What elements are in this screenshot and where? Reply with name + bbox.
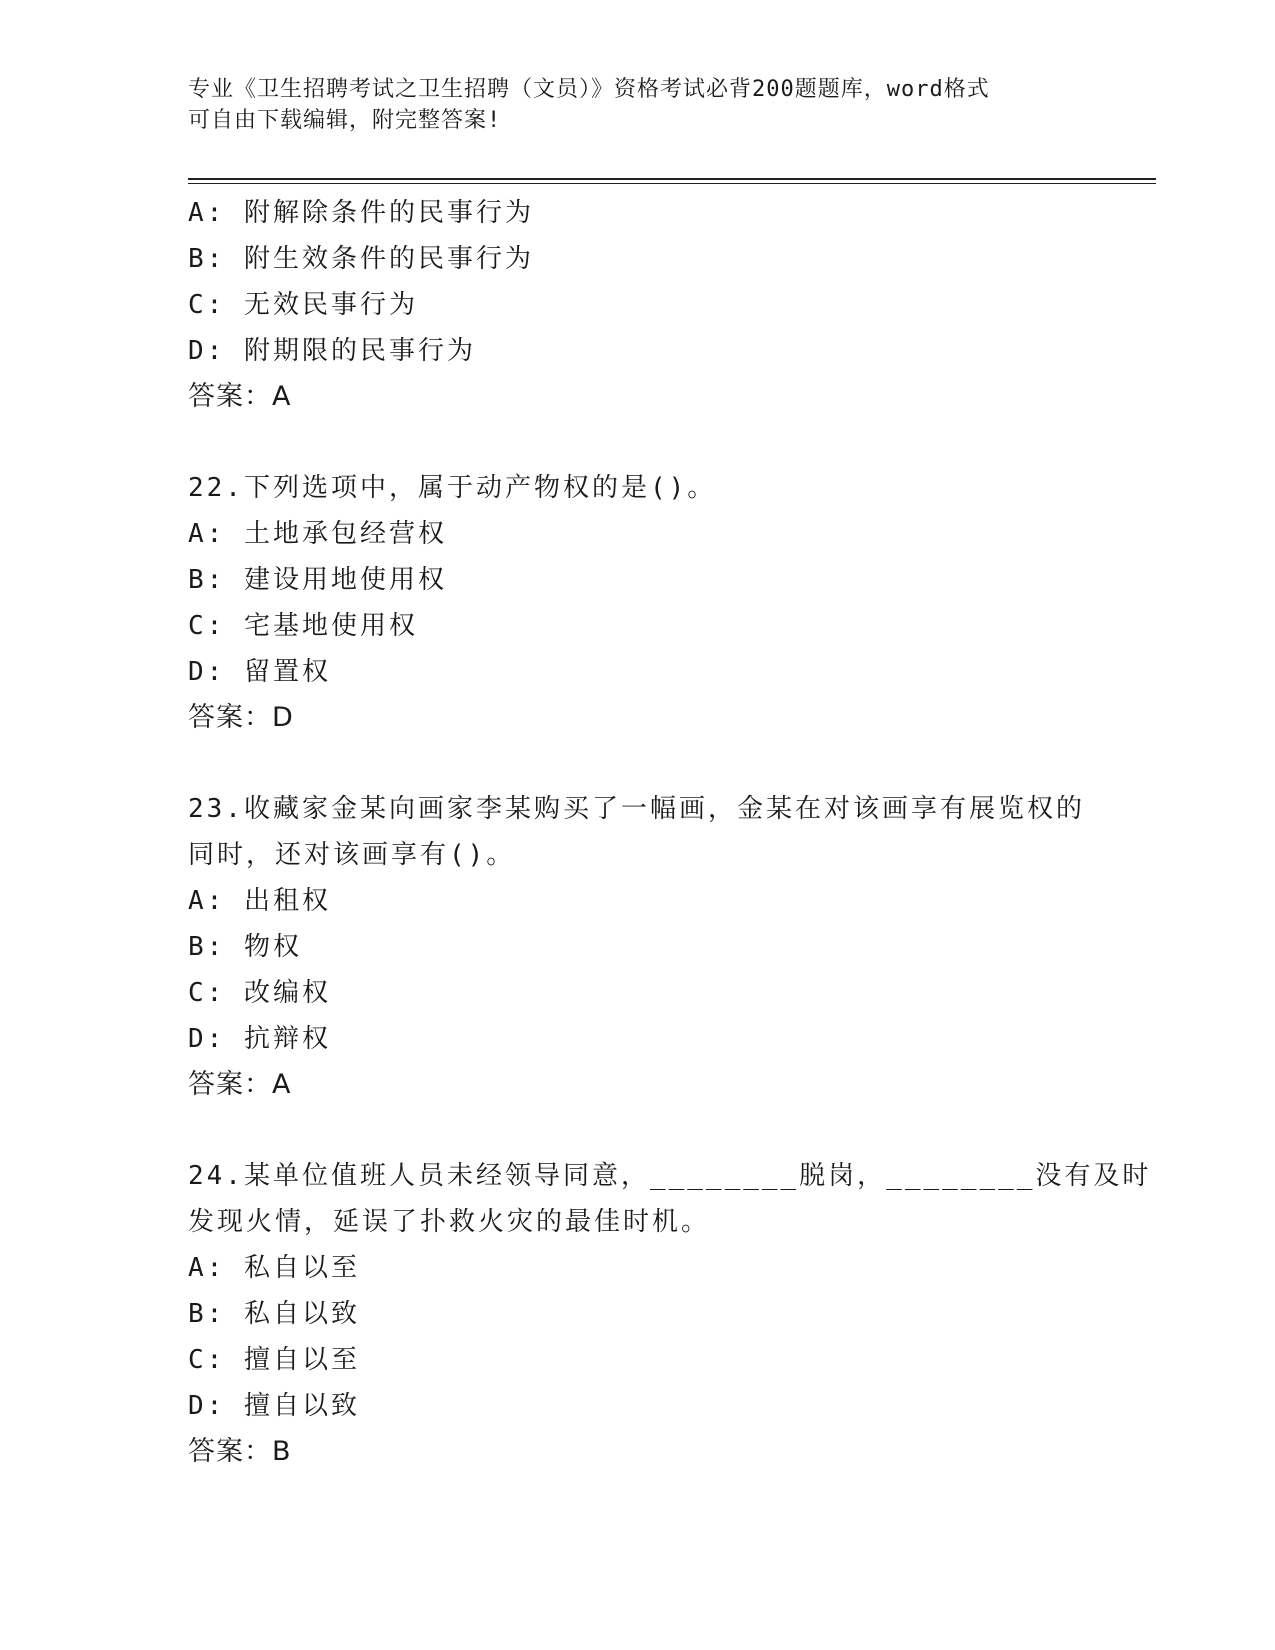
- answer: 答案：A: [188, 381, 292, 412]
- header-title-line-2: 可自由下载编辑，附完整答案!: [188, 108, 502, 133]
- question-23: [188, 786, 1088, 1108]
- header-rule-thin: [188, 183, 1156, 184]
- answer: 答案：A: [188, 1069, 292, 1100]
- option-c: C: 无效民事行为: [188, 290, 418, 320]
- option-a: A: 出租权: [188, 886, 331, 916]
- option-a: A: 附解除条件的民事行为: [188, 198, 534, 228]
- option-b: B: 私自以致: [188, 1299, 360, 1329]
- option-d: D: 抗辩权: [188, 1024, 331, 1054]
- spacer: [188, 741, 1088, 786]
- question-stem: 22.下列选项中，属于动产物权的是()。: [188, 473, 717, 503]
- option-d: D: 附期限的民事行为: [188, 336, 476, 366]
- question-list: [188, 190, 1152, 1475]
- question-stem-line-2: 同时，还对该画享有()。: [188, 840, 516, 870]
- option-b: B: 物权: [188, 932, 302, 962]
- option-d: D: 擅自以致: [188, 1391, 360, 1421]
- header-title-line-1: 专业《卫生招聘考试之卫生招聘（文员）》资格考试必背200题题库，word格式: [188, 77, 990, 102]
- question-22: [188, 465, 1088, 741]
- header-rule-thick: [188, 178, 1156, 180]
- option-b: B: 建设用地使用权: [188, 565, 447, 595]
- question-stem-line-1: 24.某单位值班人员未经领导同意，________脱岗，________没有及时: [188, 1161, 1152, 1191]
- option-b: B: 附生效条件的民事行为: [188, 244, 534, 274]
- option-c: C: 宅基地使用权: [188, 611, 418, 641]
- option-a: A: 私自以至: [188, 1253, 360, 1283]
- option-c: C: 改编权: [188, 978, 331, 1008]
- question-24: [188, 1153, 1152, 1475]
- option-d: D: 留置权: [188, 657, 331, 687]
- question-stem-line-1: 23.收藏家金某向画家李某购买了一幅画，金某在对该画享有展览权的: [188, 794, 1085, 824]
- option-a: A: 土地承包经营权: [188, 519, 447, 549]
- spacer: [188, 1108, 1088, 1153]
- option-c: C: 擅自以至: [188, 1345, 360, 1375]
- answer: 答案：B: [188, 1436, 292, 1467]
- answer: 答案：D: [188, 702, 294, 733]
- spacer: [188, 420, 1088, 465]
- question-21: [188, 190, 1088, 420]
- question-stem-line-2: 发现火情，延误了扑救火灾的最佳时机。: [188, 1207, 711, 1237]
- document-header: [188, 74, 1068, 136]
